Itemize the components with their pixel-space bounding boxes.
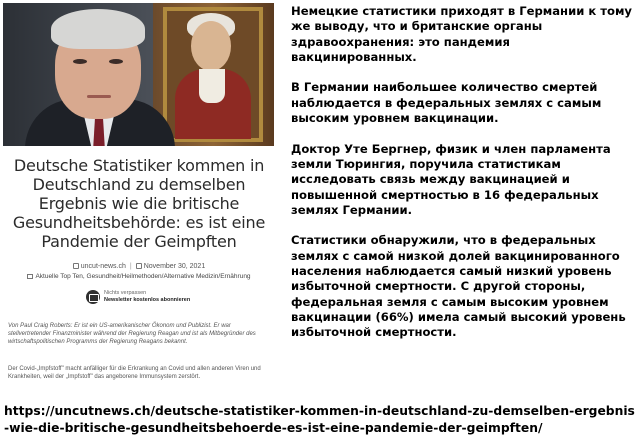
category-links[interactable]: Aktuelle Top Ten, Gesundheit/Heilmethoden/Alternative Medizin/Ernährung [35, 273, 251, 280]
newsletter-caption: Nichts verpassen [104, 290, 147, 296]
article-photo [3, 3, 274, 146]
newsletter-subscribe[interactable] [86, 288, 196, 306]
article-intro: Von Paul Craig Roberts: Er ist ein US-amerikanischer Ökonom und Publizist. Er war stellvertretender Finanzminister während der Regierung Reagan und ist als Mitbegründer des wirtschaftspolitischen Programms der Regierung Reagans bekannt. [8, 323, 256, 346]
folder-icon [27, 274, 33, 279]
article-date: November 30, 2021 [143, 263, 206, 270]
author-site[interactable]: uncut-news.ch [80, 263, 126, 270]
translation-paragraph: В Германии наибольшее количество смертей наблюдается в федеральных землях с самым высоким уровнем вакцинации. [291, 80, 602, 126]
article-categories [8, 272, 270, 281]
user-icon [73, 263, 79, 269]
newsletter-link[interactable]: Newsletter kostenlos abonnieren [104, 297, 191, 303]
source-url[interactable]: https://uncutnews.ch/deutsche-statistiker-kommen-in-deutschland-zu-demselben-ergebnis-wie-die-britische-gesundheitsbehoerde-es-ist-eine-pandemie-der-geimpften/ [4, 404, 635, 435]
article-meta: uncut-news.ch | November 30, 2021 [8, 262, 270, 272]
article-lead: Der Covid-„Impfstoff" macht anfälliger für die Erkrankung an Covid und allen anderen Viren und Krankheiten, weil der „Impfstoff" das angeborene Immunsystem zerstört. [8, 366, 261, 381]
translation-text [291, 4, 636, 341]
mail-icon [86, 290, 100, 304]
article-screenshot [0, 0, 278, 396]
translation-paragraph: Статистики обнаружили, что в федеральных землях с самой низкой долей вакцинированного населения наблюдается самый низкий уровень избыточной смертности. С другой стороны, федеральная земля с самым высоким уровнем вакцинации (66%) имела самый высокий уровень избыточной смертности. [291, 233, 626, 340]
article-title[interactable]: Deutsche Statistiker kommen in Deutschland zu demselben Ergebnis wie die britische Gesundheitsbehörde: es ist eine Pandemie der Geimpften [12, 156, 266, 251]
translation-paragraph: Доктор Уте Бергнер, физик и член парламента земли Тюрингия, поручила статистикам исследовать связь между вакцинацией и повышенной смертностью в 16 федеральных землях Германии. [291, 141, 611, 217]
calendar-icon [136, 263, 142, 269]
translation-paragraph: Немецкие статистики приходят в Германии к тому же выводу, что и британские органы здравоохранения: это пандемия вакцинированных. [291, 4, 632, 64]
